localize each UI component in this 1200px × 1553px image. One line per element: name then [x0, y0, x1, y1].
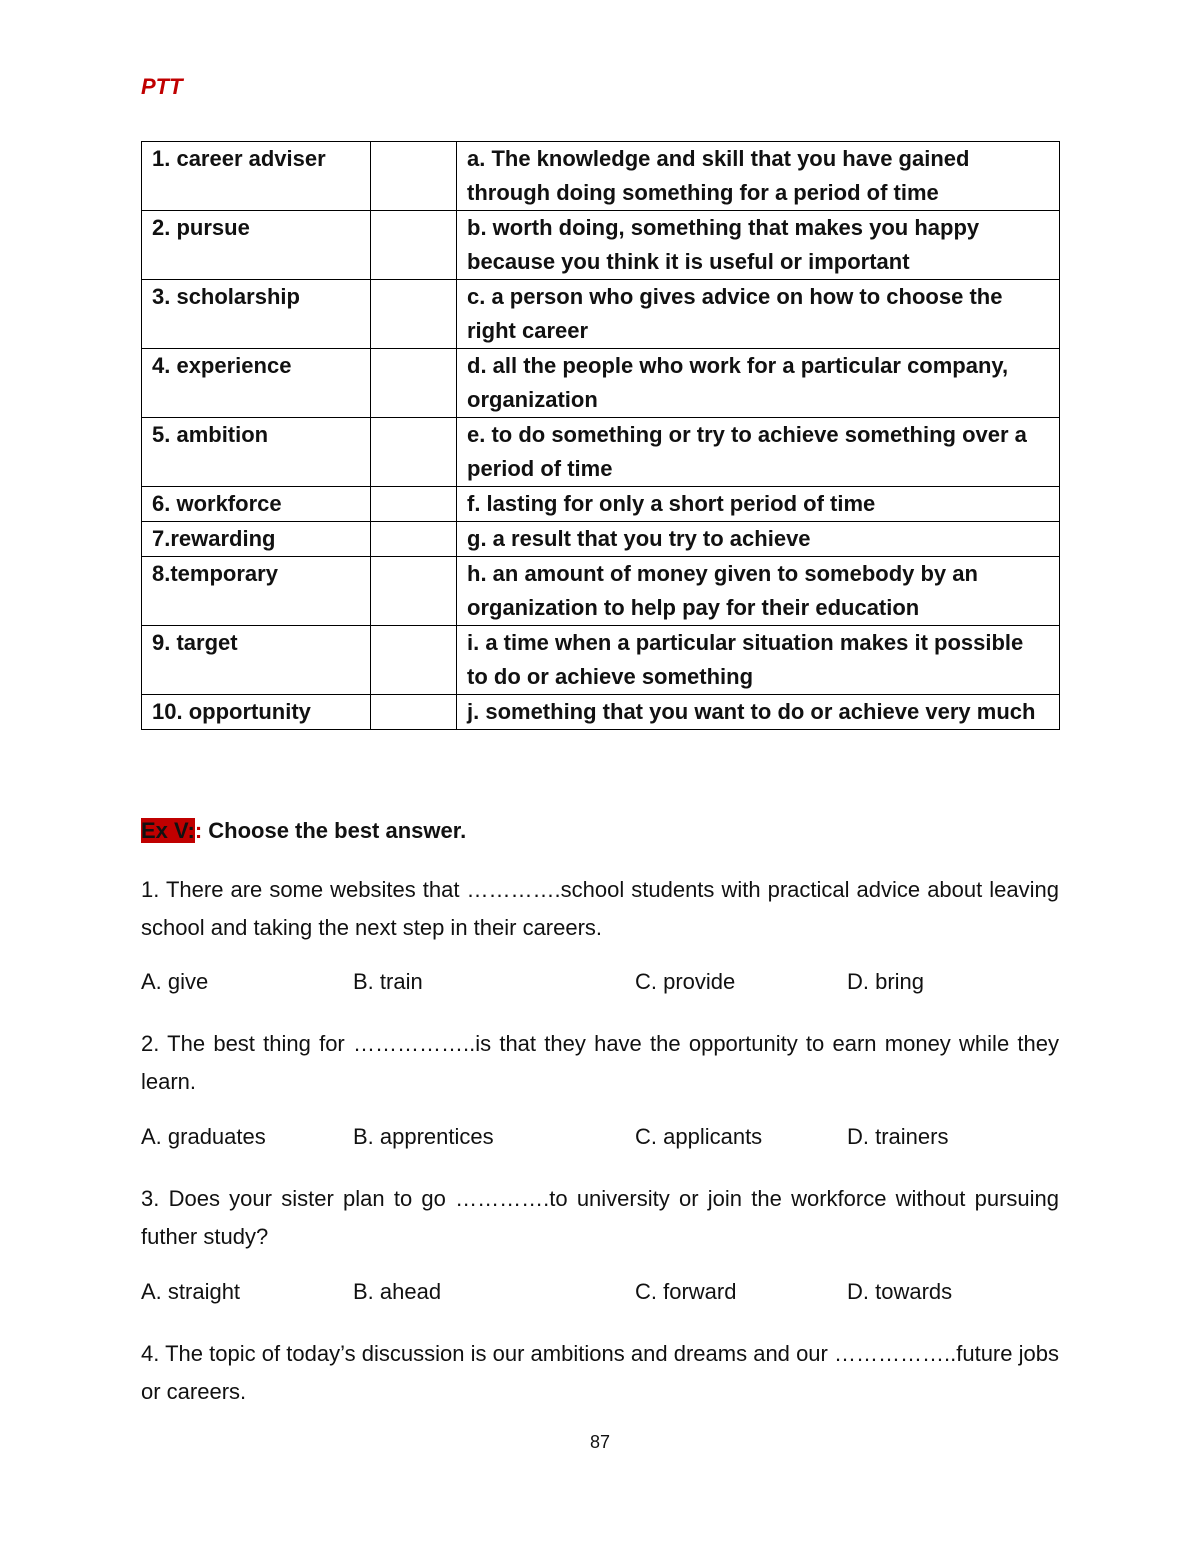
term-cell: 9. target: [142, 626, 371, 695]
answer-cell[interactable]: [371, 695, 457, 730]
table-row: [142, 487, 1060, 522]
term-cell: 3. scholarship: [142, 280, 371, 349]
option-d[interactable]: D. bring: [847, 969, 925, 994]
definition-cell: d. all the people who work for a particular company, organization: [457, 349, 1060, 418]
term-cell: 6. workforce: [142, 487, 371, 522]
definition-cell: j. something that you want to do or achieve very much: [457, 695, 1060, 730]
option-c[interactable]: C. provide: [635, 969, 736, 994]
option-a[interactable]: A. straight: [141, 1279, 241, 1304]
exercise-title: [141, 814, 466, 848]
answer-cell[interactable]: [371, 487, 457, 522]
answer-cell[interactable]: [371, 418, 457, 487]
table-row: [142, 418, 1060, 487]
table-row: [142, 557, 1060, 626]
exercise-tag: Ex V:: [141, 818, 195, 843]
answer-cell[interactable]: [371, 626, 457, 695]
table-row: [142, 142, 1060, 211]
page-number: 87: [589, 1432, 611, 1452]
table-row: [142, 522, 1060, 557]
option-b[interactable]: B. ahead: [353, 1279, 442, 1304]
option-a[interactable]: A. give: [141, 969, 209, 994]
definition-cell: f. lasting for only a short period of time: [457, 487, 1060, 522]
matching-table: [141, 141, 1060, 730]
term-cell: 1. career adviser: [142, 142, 371, 211]
term-cell: 4. experience: [142, 349, 371, 418]
definition-cell: c. a person who gives advice on how to choose the right career: [457, 280, 1060, 349]
option-a[interactable]: A. graduates: [141, 1124, 266, 1149]
answer-cell[interactable]: [371, 280, 457, 349]
option-c[interactable]: C. forward: [635, 1279, 737, 1304]
question-text: 3. Does your sister plan to go ………….to university or join the workforce without pursuing futher study?: [141, 1186, 1059, 1249]
term-cell: 5. ambition: [142, 418, 371, 487]
table-row: [142, 211, 1060, 280]
question-text: 4. The topic of today’s discussion is our ambitions and dreams and our ……………..future jobs or careers.: [141, 1341, 1059, 1404]
exercise-instruction: Choose the best answer.: [202, 818, 467, 843]
header-label: PTT: [141, 74, 183, 99]
option-b[interactable]: B. apprentices: [353, 1124, 494, 1149]
definition-cell: e. to do something or try to achieve something over a period of time: [457, 418, 1060, 487]
term-cell: 2. pursue: [142, 211, 371, 280]
answer-cell[interactable]: [371, 349, 457, 418]
answer-options: [141, 969, 1059, 1003]
definition-cell: b. worth doing, something that makes you happy because you think it is useful or important: [457, 211, 1060, 280]
option-c[interactable]: C. applicants: [635, 1124, 763, 1149]
term-cell: 10. opportunity: [142, 695, 371, 730]
definition-cell: i. a time when a particular situation makes it possible to do or achieve something: [457, 626, 1060, 695]
table-row: [142, 626, 1060, 695]
answer-options: [141, 1279, 1059, 1313]
option-d[interactable]: D. towards: [847, 1279, 953, 1304]
definition-cell: h. an amount of money given to somebody by an organization to help pay for their education: [457, 557, 1060, 626]
table-row: [142, 695, 1060, 730]
exercise-colon: :: [194, 818, 203, 843]
question-text: 2. The best thing for ……………..is that they have the opportunity to earn money while they learn.: [141, 1031, 1059, 1094]
option-b[interactable]: B. train: [353, 969, 423, 994]
definition-cell: a. The knowledge and skill that you have gained through doing something for a period of time: [457, 142, 1060, 211]
term-cell: 8.temporary: [142, 557, 371, 626]
table-row: [142, 280, 1060, 349]
table-row: [142, 349, 1060, 418]
answer-cell[interactable]: [371, 211, 457, 280]
answer-options: [141, 1124, 1059, 1158]
question-text: 1. There are some websites that ………….school students with practical advice about leaving school and taking the next step in their careers.: [141, 877, 1059, 940]
definition-cell: g. a result that you try to achieve: [457, 522, 1060, 557]
term-cell: 7.rewarding: [142, 522, 371, 557]
answer-cell[interactable]: [371, 557, 457, 626]
answer-cell[interactable]: [371, 522, 457, 557]
answer-cell[interactable]: [371, 142, 457, 211]
option-d[interactable]: D. trainers: [847, 1124, 949, 1149]
